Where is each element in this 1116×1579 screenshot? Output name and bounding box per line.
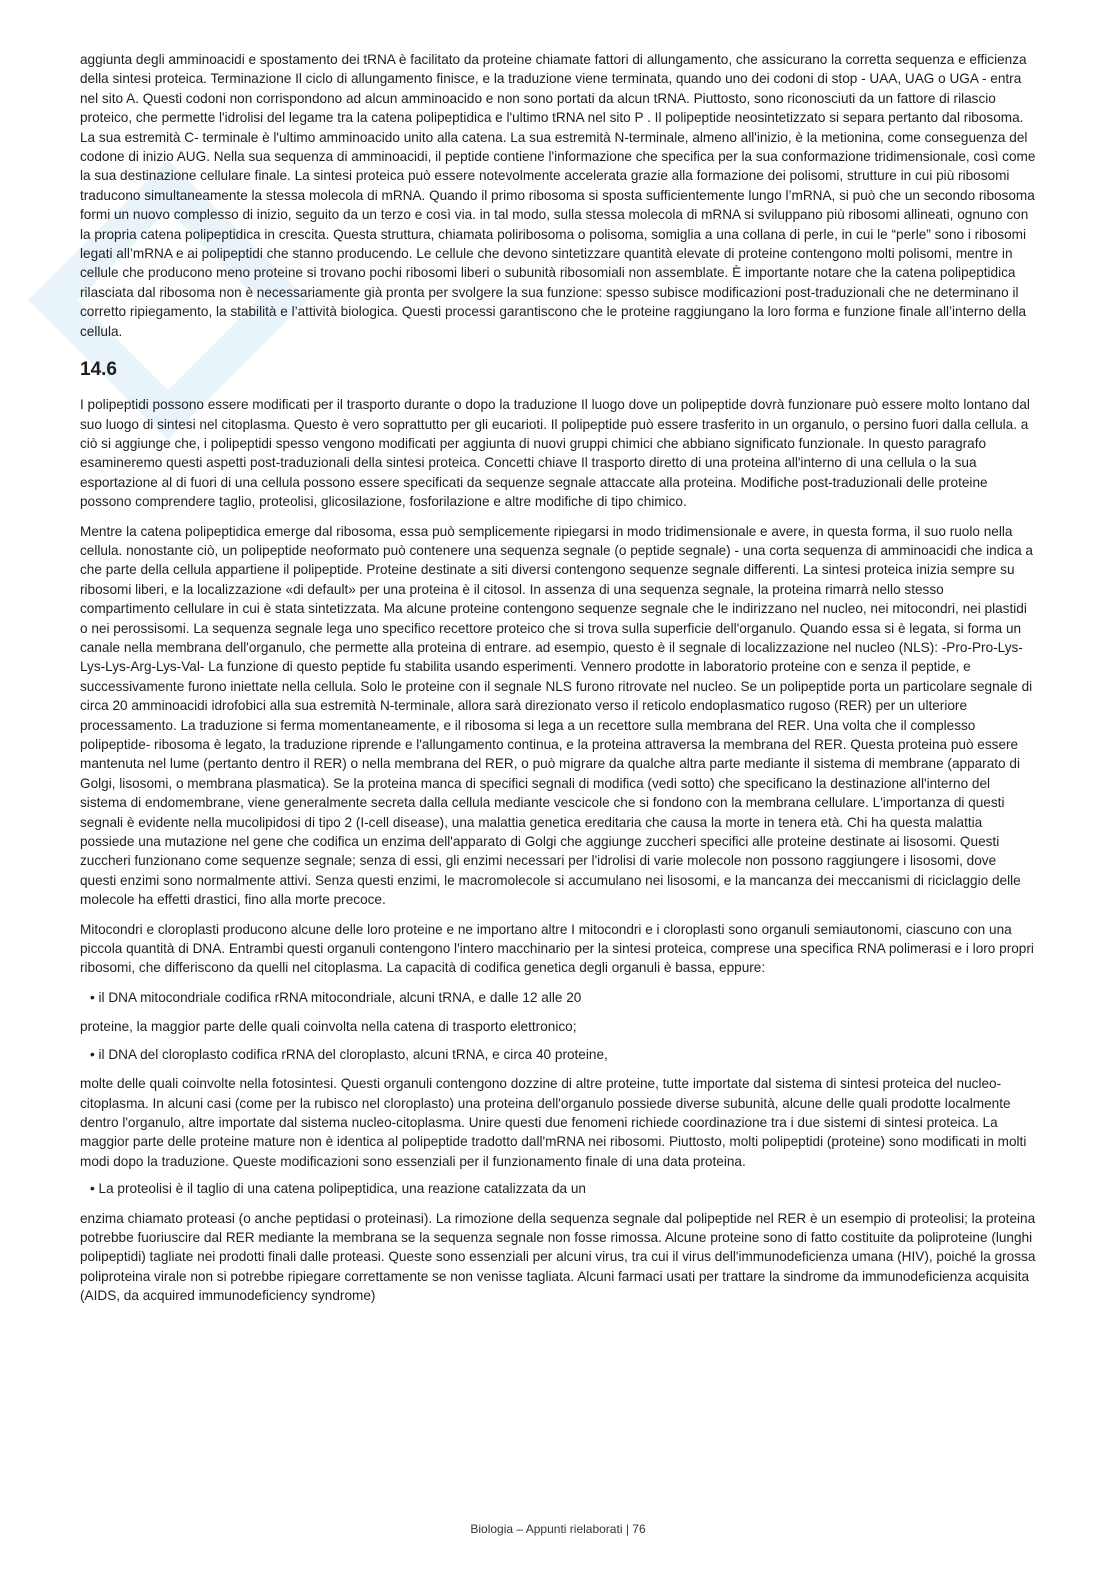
bullet-chloroplast-dna: • il DNA del cloroplasto codifica rRNA del cloroplasto, alcuni tRNA, e circa 40 proteine,: [90, 1046, 608, 1062]
paragraph-post-translational-intro: I polipeptidi possono essere modificati per il trasporto durante o dopo la traduzione Il luogo dove un polipeptide dovrà funzionare può essere molto lontano dal suo luogo di sintesi nel citoplasma. Questo è vero soprattutto per gli eucarioti. Il polipeptide può essere trasferito in un organulo, o persino fuori dalla cellula. a ciò si aggiunge che, i polipeptidi spesso vengono modificati per aggiunta di nuovi gruppi chimici che abbiano significato funzionale. In questo paragrafo esamineremo questi aspetti post-traduzionali della sintesi proteica. Concetti chiave Il trasporto diretto di una proteina all'interno di una cellula o la sua esportazione al di fuori di una cellula possono essere specificati da sequenze segnale attaccate alla proteina. Modifiche post-traduzionali delle proteine possono comprendere taglio, proteolisi, glicosilazione, fosforilazione e altre modifiche di tipo chimico.: [80, 397, 1030, 510]
paragraph-translation-termination: aggiunta degli amminoacidi e spostamento dei tRNA è facilitato da proteine chiamate fattori di allungamento, che assicurano la corretta sequenza e efficienza della sintesi proteica. Terminazione Il ciclo di allungamento finisce, e la traduzione viene terminata, quando uno dei codoni di stop - UAA, UAG o UGA - entra nel sito A. Questi codoni non corrispondono ad alcun amminoacido e non sono portati da alcun tRNA. Piuttosto, sono riconosciuti da un fattore di rilascio proteico, che permette l'idrolisi del legame tra la catena polipeptidica e l'ultimo tRNA nel sito P . Il polipeptide neosintetizzato si separa pertanto dal ribosoma. La sua estremità C- terminale è l'ultimo amminoacido unito alla catena. La sua estremità N-terminale, almeno all'inizio, è la metionina, come conseguenza del codone di inizio AUG. Nella sua sequenza di amminoacidi, il peptide contiene l'informazione che specifica per la sua conformazione tridimensionale, così come la sua destinazione cellulare finale. La sintesi proteica può essere notevolmente accelerata grazie alla formazione dei polisomi, strutture in cui più ribosomi traducono simultaneamente la stessa molecola di mRNA. Quando il primo ribosoma si sposta sufficientemente lungo l’mRNA, si può che un secondo ribosoma formi un nuovo complesso di inizio, seguito da un terzo e così via. in tal modo, sulla stessa molecola di mRNA si sviluppano più ribosomi allineati, ognuno con la propria catena polipeptidica in crescita. Questa struttura, chiamata poliribosoma o polisoma, somiglia a una collana di perle, in cui le “perle” sono i ribosomi legati all’mRNA e ai polipeptidi che stanno producendo. Le cellule che devono sintetizzare quantità elevate di proteine contengono molti polisomi, mentre in cellule che producono meno proteine si trovano pochi ribosomi liberi o subunità ribosomiali non assemblate. È importante notare che la catena polipeptidica rilasciata dal ribosoma non è necessariamente già pronta per svolgere la sua funzione: spesso subisce modificazioni post-traduzionali che ne determinano il corretto ripiegamento, la stabilità e l’attività biologica. Questi processi garantiscono che le proteine raggiungano la loro forma e funzione finale all’interno della cellula.: [80, 52, 1036, 339]
continuation-proteolysis: enzima chiamato proteasi (o anche peptidasi o proteinasi). La rimozione della sequenza segnale dal polipeptide nel RER è un esempio di proteolisi; la proteina potrebbe fuoriuscire dal RER mediante la membrana se la sequenza segnale non fosse rimossa. Alcune proteine sono di fatto costituite da poliproteine (lunghi polipeptidi) tagliate nei prodotti finali dalle proteasi. Queste sono essenziali per alcuni virus, tra cui il virus dell'immunodeficienza umana (HIV), poiché la grossa poliproteina virale non si potrebbe ripiegare correttamente se non venisse tagliata. Alcuni farmaci usati per trattare la sindrome da immunodeficienza acquisita (AIDS, da acquired immunodeficiency syndrome): [80, 1210, 1036, 1304]
section-heading: 14.6: [80, 359, 117, 381]
continuation-chloroplast-dna: molte delle quali coinvolte nella fotosintesi. Questi organuli contengono dozzine di altre proteine, tutte importate dal sistema di sintesi proteica del nucleo-citoplasma. In alcuni casi (come per la rubisco nel cloroplasto) una proteina dell'organulo possiede diverse subunità, alcune delle quali prodotte localmente dentro l'organulo, altre importate dal sistema nucleo-citoplasma. Unire questi due fenomeni richiede coordinazione tra i due sistemi di sintesi proteica. La maggior parte delle proteine mature non è identica al polipeptide tradotto dall'mRNA nei ribosomi. Piuttosto, molti polipeptidi (proteine) sono modificati in molti modi dopo la traduzione. Queste modificazioni sono essenziali per il funzionamento finale di una data proteina.: [80, 1076, 1027, 1169]
document-body: [80, 50, 1036, 1314]
continuation-mitochondrial-dna: proteine, la maggior parte delle quali coinvolta nella catena di trasporto elettronico;: [80, 1019, 577, 1035]
paragraph-mitochondria-chloroplasts: Mitocondri e cloroplasti producono alcune delle loro proteine e ne importano altre I mitocondri e i cloroplasti sono organuli semiautonomi, ciascuno con una piccola quantità di DNA. Entrambi questi organuli contengono l'intero macchinario per la sintesi proteica, comprese una specifica RNA polimerasi e i loro propri ribosomi, che differiscono da quelli nel citoplasma. La capacità di codifica genetica degli organuli è bassa, eppure:: [80, 921, 1034, 976]
bullet-proteolysis: • La proteolisi è il taglio di una catena polipeptidica, una reazione catalizzata da un: [90, 1181, 586, 1197]
paragraph-signal-sequences: Mentre la catena polipeptidica emerge dal ribosoma, essa può semplicemente ripiegarsi in modo tridimensionale e avere, in questa forma, il suo ruolo nella cellula. nonostante ciò, un polipeptide neoformato può contenere una sequenza segnale (o peptide segnale) - una corta sequenza di amminoacidi che indica a che parte della cellula appartiene il polipeptide. Proteine destinate a siti diversi contengono sequenze segnale differenti. La sintesi proteica inizia sempre su ribosomi liberi, e la localizzazione «di default» per una proteina è il citosol. In assenza di una sequenza segnale, la proteina rimarrà nello stesso compartimento cellulare in cui è stata sintetizzata. Ma alcune proteine contengono sequenze segnale che le indirizzano nel nucleo, nei mitocondri, nei plastidi o nei perossisomi. La sequenza segnale lega uno specifico recettore proteico che si trova sulla superficie dell'organulo. Quando essa si è legata, si forma un canale nella membrana dell'organulo, che permette alla proteina di entrare. ad esempio, questo è il segnale di localizzazione nel nucleo (NLS): -Pro-Pro-Lys-Lys-Lys-Arg-Lys-Val- La funzione di questo peptide fu stabilita usando esperimenti. Vennero prodotte in laboratorio proteine con e senza il peptide, e successivamente furono iniettate nella cellula. Solo le proteine con il segnale NLS furono ritrovate nel nucleo. Se un polipeptide porta un particolare segnale di circa 20 amminoacidi idrofobici alla sua estremità N-terminale, allora sarà direzionato verso il reticolo endoplasmatico rugoso (RER) per un ulteriore processamento. La traduzione si ferma momentaneamente, e il ribosoma si lega a un recettore sulla membrana del RER. Una volta che il complesso polipeptide- ribosoma è legato, la traduzione riprende e l'allungamento continua, e la proteina attraversa la membrana del RER. Questa proteina può essere mantenuta nel lume (pertanto dentro il RER) o nella membrana del RER, o può migrare da qualche altra parte mediante il sistema di membrane (apparato di Golgi, lisosomi, o membrana plasmatica). Se la proteina manca di specifici segnali di modifica (vedi sotto) che specificano la destinazione all'interno del sistema di endomembrane, viene generalmente secreta dalla cellula mediante vescicole che si fondono con la membrana cellulare. L'importanza di questi segnali è evidente nella mucolipidosi di tipo 2 (I-cell disease), una malattia genetica ereditaria che causa la morte in tenera età. Chi ha questa malattia possiede una mutazione nel gene che codifica un enzima dell'apparato di Golgi che aggiunge zuccheri specifici alle proteine destinate ai lisosomi. Questi zuccheri funzionano come sequenze segnale; senza di essi, gli enzimi necessari per l'idrolisi di varie molecole non possono raggiungere i lisosomi, dove questi enzimi sono normalmente attivi. Senza questi enzimi, le macromolecole si accumulano nei lisosomi, e la mancanza dei meccanismi di riciclaggio delle molecole ha effetti drastici, fino alla morte precoce.: [80, 523, 1033, 908]
bullet-mitochondrial-dna: • il DNA mitocondriale codifica rRNA mitocondriale, alcuni tRNA, e dalle 12 alle 20: [90, 989, 582, 1005]
page-footer: Biologia – Appunti rielaborati | 76: [470, 1522, 646, 1536]
